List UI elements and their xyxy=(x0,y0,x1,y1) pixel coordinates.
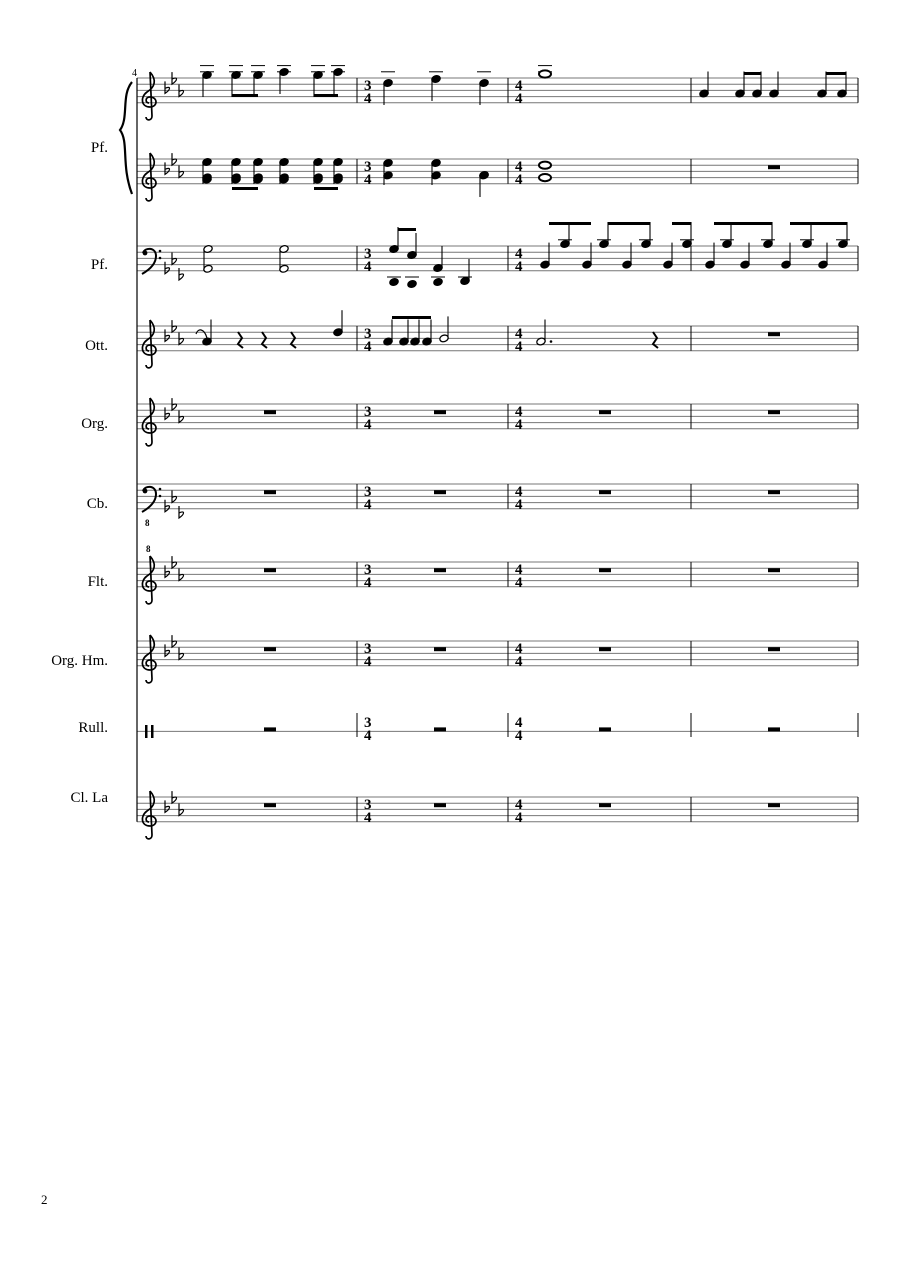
note xyxy=(479,79,489,105)
time-signature-bottom: 4 xyxy=(515,497,523,513)
staff-ott xyxy=(137,326,858,351)
treble-clef-icon xyxy=(142,72,156,120)
time-signature-bottom: 4 xyxy=(364,575,372,591)
time-signature-bottom: 4 xyxy=(515,575,523,591)
instrument-label: Org. xyxy=(81,416,108,432)
whole-rest xyxy=(768,490,780,494)
beam xyxy=(314,187,338,190)
piano-brace xyxy=(120,82,132,194)
staff-orghm xyxy=(137,641,858,666)
beam xyxy=(398,228,416,231)
whole-note xyxy=(539,70,551,77)
time-signature-top: 3 xyxy=(364,797,372,813)
time-signature-top: 3 xyxy=(364,246,372,262)
note xyxy=(781,243,791,269)
staff-pf-treble2 xyxy=(137,159,858,184)
time-signature-top: 3 xyxy=(364,159,372,175)
whole-rest xyxy=(768,568,780,572)
note xyxy=(769,72,779,98)
whole-rest xyxy=(264,803,276,807)
note xyxy=(705,243,715,269)
whole-rest xyxy=(599,727,611,731)
note xyxy=(818,243,828,269)
whole-rest xyxy=(768,803,780,807)
note xyxy=(641,222,651,248)
whole-rest xyxy=(768,410,780,414)
note xyxy=(389,227,399,253)
whole-rest xyxy=(599,568,611,572)
whole-rest xyxy=(768,332,780,336)
note xyxy=(582,243,592,269)
whole-rest xyxy=(264,410,276,414)
treble-clef-icon xyxy=(142,556,156,604)
whole-rest xyxy=(599,647,611,651)
staff-org xyxy=(137,404,858,429)
treble-clef-icon xyxy=(142,635,156,683)
time-signature-top: 4 xyxy=(515,641,523,657)
quarter-rest xyxy=(262,332,267,348)
note xyxy=(838,222,848,248)
time-signature-bottom: 4 xyxy=(364,728,372,744)
time-signature-bottom: 4 xyxy=(364,654,372,670)
time-signature-top: 4 xyxy=(515,404,523,420)
staff-flt xyxy=(137,562,858,587)
time-signature-bottom: 4 xyxy=(515,810,523,826)
treble-clef-icon xyxy=(142,153,156,201)
time-signature-bottom: 4 xyxy=(364,172,372,188)
staff-pf-treble xyxy=(137,78,858,103)
staff-clla xyxy=(137,797,858,822)
time-signature-bottom: 4 xyxy=(364,339,372,355)
whole-rest xyxy=(264,647,276,651)
instrument-label: Flt. xyxy=(87,574,108,590)
beam xyxy=(392,316,431,319)
whole-note xyxy=(539,162,551,169)
note xyxy=(735,72,745,98)
measure-number: 4 xyxy=(132,68,137,79)
time-signature-top: 4 xyxy=(515,484,523,500)
time-signature-top: 3 xyxy=(364,404,372,420)
note xyxy=(202,320,212,346)
time-signature-bottom: 4 xyxy=(515,172,523,188)
time-signature-top: 4 xyxy=(515,159,523,175)
whole-rest xyxy=(768,727,780,731)
time-signature-top: 3 xyxy=(364,78,372,94)
percussion-clef-icon xyxy=(145,725,148,738)
note xyxy=(560,222,570,248)
treble-clef-icon xyxy=(142,791,156,839)
note xyxy=(422,320,432,346)
time-signature-top: 3 xyxy=(364,326,372,342)
whole-rest xyxy=(434,490,446,494)
time-signature-top: 4 xyxy=(515,326,523,342)
key-signature-flats xyxy=(165,253,184,281)
note xyxy=(802,222,812,248)
note xyxy=(540,243,550,269)
treble-clef-icon xyxy=(142,320,156,368)
whole-rest xyxy=(434,568,446,572)
beam xyxy=(549,222,591,225)
time-signature-bottom: 4 xyxy=(364,259,372,275)
whole-rest xyxy=(434,727,446,731)
note xyxy=(383,79,393,105)
tie xyxy=(196,330,207,338)
octave-mark: 8 xyxy=(145,518,150,528)
whole-rest xyxy=(434,803,446,807)
time-signature-bottom: 4 xyxy=(364,497,372,513)
note xyxy=(663,243,673,269)
quarter-rest xyxy=(291,332,296,348)
beam xyxy=(232,187,258,190)
note xyxy=(599,222,609,248)
whole-rest xyxy=(599,803,611,807)
note xyxy=(433,278,443,287)
note xyxy=(752,72,762,98)
beam xyxy=(232,94,258,97)
note xyxy=(399,320,409,346)
key-signature-flats xyxy=(165,491,184,519)
time-signature-bottom: 4 xyxy=(364,810,372,826)
time-signature-bottom: 4 xyxy=(515,417,523,433)
whole-rest xyxy=(264,490,276,494)
time-signature-top: 3 xyxy=(364,715,372,731)
time-signature-bottom: 4 xyxy=(515,259,523,275)
whole-rest xyxy=(599,490,611,494)
note xyxy=(699,72,709,98)
time-signature-bottom: 4 xyxy=(515,91,523,107)
whole-rest xyxy=(434,647,446,651)
note xyxy=(622,243,632,269)
staff-pf-bass xyxy=(137,246,858,271)
time-signature-bottom: 4 xyxy=(364,417,372,433)
page-number: 2 xyxy=(41,1192,48,1207)
staff-cb xyxy=(137,484,858,509)
time-signature-top: 3 xyxy=(364,484,372,500)
time-signature-bottom: 4 xyxy=(515,339,523,355)
beam xyxy=(608,222,650,225)
note xyxy=(333,310,343,336)
time-signature-bottom: 4 xyxy=(515,654,523,670)
time-signature-top: 4 xyxy=(515,715,523,731)
time-signature-top: 4 xyxy=(515,562,523,578)
note xyxy=(763,222,773,248)
note xyxy=(722,222,732,248)
instrument-label: Rull. xyxy=(78,720,108,736)
instrument-label: Cb. xyxy=(86,496,108,512)
whole-rest xyxy=(768,647,780,651)
time-signature-top: 3 xyxy=(364,562,372,578)
whole-rest xyxy=(264,727,276,731)
note xyxy=(817,72,827,98)
quarter-rest xyxy=(653,332,658,348)
whole-note xyxy=(539,174,551,181)
instrument-label: Pf. xyxy=(90,140,108,156)
time-signature-top: 4 xyxy=(515,797,523,813)
time-signature-bottom: 4 xyxy=(515,728,523,744)
quarter-rest xyxy=(238,332,243,348)
time-signature-top: 3 xyxy=(364,641,372,657)
whole-rest xyxy=(434,410,446,414)
whole-rest xyxy=(768,165,780,169)
octave-mark: 8 xyxy=(146,544,151,554)
note xyxy=(536,320,546,346)
note xyxy=(389,278,399,287)
instrument-label: Cl. La xyxy=(70,790,108,806)
dot xyxy=(550,340,553,343)
treble-clef-icon xyxy=(142,398,156,446)
beam xyxy=(714,222,772,225)
whole-rest xyxy=(599,410,611,414)
beam xyxy=(314,94,338,97)
note xyxy=(460,259,470,285)
note xyxy=(439,316,449,342)
beam xyxy=(744,72,761,75)
note xyxy=(410,320,420,346)
note xyxy=(479,171,489,180)
note xyxy=(383,320,393,346)
instrument-label: Ott. xyxy=(85,338,108,354)
instrument-label: Org. Hm. xyxy=(51,653,108,669)
time-signature-bottom: 4 xyxy=(364,91,372,107)
time-signature-top: 4 xyxy=(515,78,523,94)
beam xyxy=(826,72,846,75)
instrument-label: Pf. xyxy=(90,257,108,273)
time-signature-top: 4 xyxy=(515,246,523,262)
percussion-clef-icon xyxy=(151,725,154,738)
beam xyxy=(790,222,847,225)
note xyxy=(433,246,443,272)
beam xyxy=(672,222,691,225)
note xyxy=(837,72,847,98)
note xyxy=(682,222,692,248)
note xyxy=(407,280,417,289)
note xyxy=(740,243,750,269)
whole-rest xyxy=(264,568,276,572)
